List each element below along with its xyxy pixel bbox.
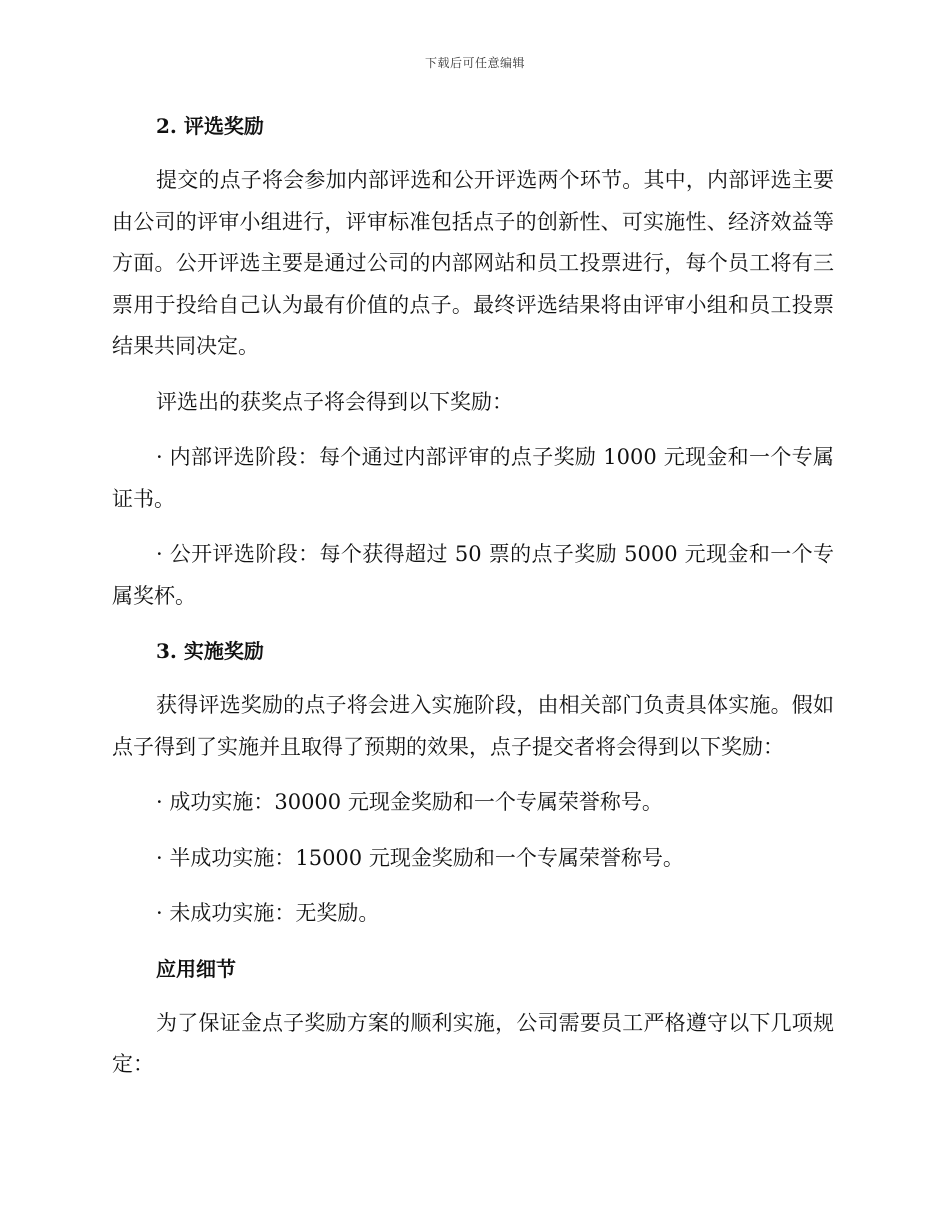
bullet-item: · 内部评选阶段：每个通过内部评审的点子奖励 1000 元现金和一个专属证书。 [112,445,834,511]
section-heading: 2. 评选奖励 [156,114,264,138]
paragraph: 获得评选奖励的点子将会进入实施阶段，由相关部门负责具体实施。假如点子得到了实施并且取得了预期的效果，点子提交者将会得到以下奖励： [112,693,834,759]
paragraph: 评选出的获奖点子将会得到以下奖励： [156,389,513,414]
section-heading: 应用细节 [156,956,236,981]
bullet-item: · 未成功实施：无奖励。 [156,901,380,925]
paragraph: 提交的点子将会参加内部评选和公开评选两个环节。其中，内部评选主要由公司的评审小组进行，评审标准包括点子的创新性、可实施性、经济效益等方面。公开评选主要是通过公司的内部网站和员工投票进行，每个员工将有三票用于投给自己认为最有价值的点子。最终评选结果将由评审小组和员工投票结果共同决定。 [112,168,834,358]
paragraph: 为了保证金点子奖励方案的顺利实施，公司需要员工严格遵守以下几项规定： [112,1010,834,1076]
bullet-item: · 半成功实施：15000 元现金奖励和一个专属荣誉称号。 [156,845,684,870]
document-body [112,106,834,1086]
bullet-item: · 成功实施：30000 元现金奖励和一个专属荣誉称号。 [156,790,663,814]
bullet-item: · 公开评选阶段：每个获得超过 50 票的点子奖励 5000 元现金和一个专属奖杯。 [112,542,834,608]
page-header: 下载后可任意编辑 [424,56,525,70]
section-heading: 3. 实施奖励 [156,639,264,663]
